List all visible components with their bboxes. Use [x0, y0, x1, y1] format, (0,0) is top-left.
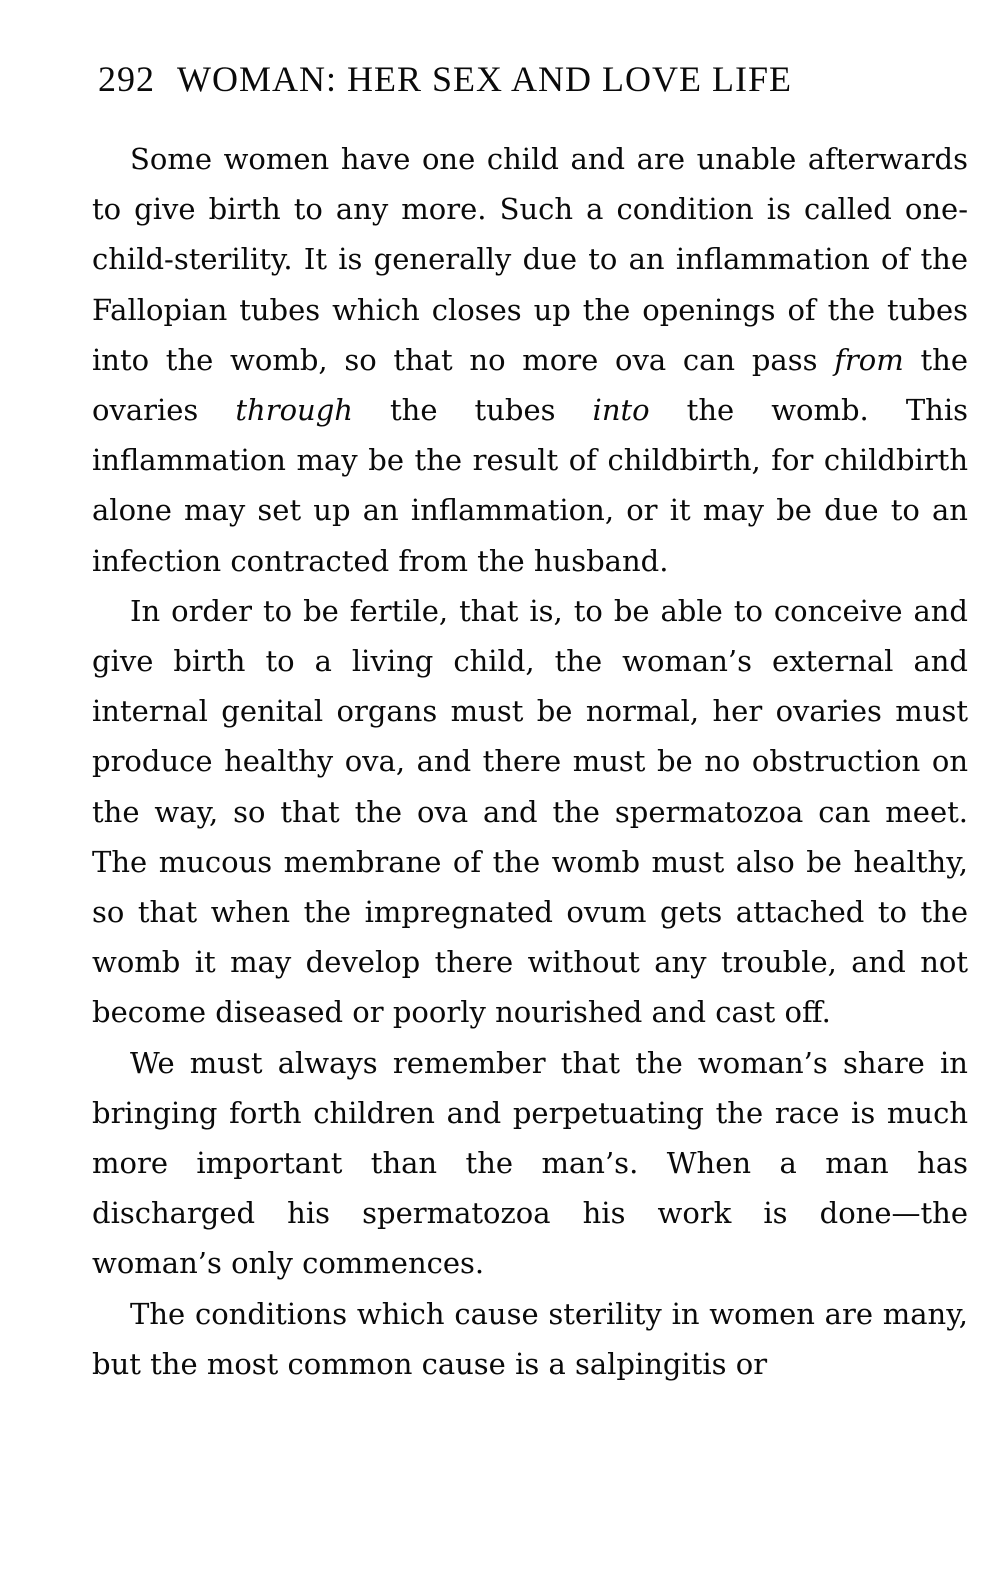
paragraph-womans-share: We must always remember that the woman’s share in bringing forth children and perpetuating the race is much more important than the man’s. When a man has discharged his spermatozoa his work is done—the woman’s only commences.: [92, 1045, 968, 1281]
text-run: the tubes: [352, 393, 593, 428]
paragraph-fertility-conditions: In order to be fertile, that is, to be able to conceive and give birth to a living child, the woman’s external and internal genital organs must be normal, her ovaries must produce healthy ova, and there must be no obstruction on the way, so that the ova and the spermatozoa can meet. The mucous membrane of the womb must also be healthy, so that when the impregnated ovum gets attached to the womb it may develop there without any trouble, and not become diseased or poorly nourished and cast off.: [92, 593, 968, 1030]
italic-from: from: [834, 342, 904, 377]
text-run: the womb. This inflammation may be the result of childbirth, for childbirth alone may set up an inflammation, or it may be due to an infection contracted from the husband.: [92, 393, 969, 578]
page-number: 292: [98, 59, 155, 99]
italic-through: through: [235, 393, 353, 428]
body-text: [92, 134, 968, 1389]
running-title: WOMAN: HER SEX AND LOVE LIFE: [177, 59, 792, 99]
italic-into: into: [592, 393, 650, 428]
paragraph-causes-of-sterility: The conditions which cause sterility in women are many, but the most common cause is a salpingitis or: [92, 1296, 968, 1381]
running-head: [98, 58, 928, 100]
text-run: the ovaries: [92, 342, 968, 428]
text-run: Some women have one child and are unable afterwards to give birth to any more. Such a condition is called one-child-sterility. It is generally due to an inflammation of the Fallopian tubes which closes up the openings of the tubes into the womb, so that no more ova can pass: [92, 142, 968, 377]
paragraph-one-child-sterility: [92, 134, 968, 586]
